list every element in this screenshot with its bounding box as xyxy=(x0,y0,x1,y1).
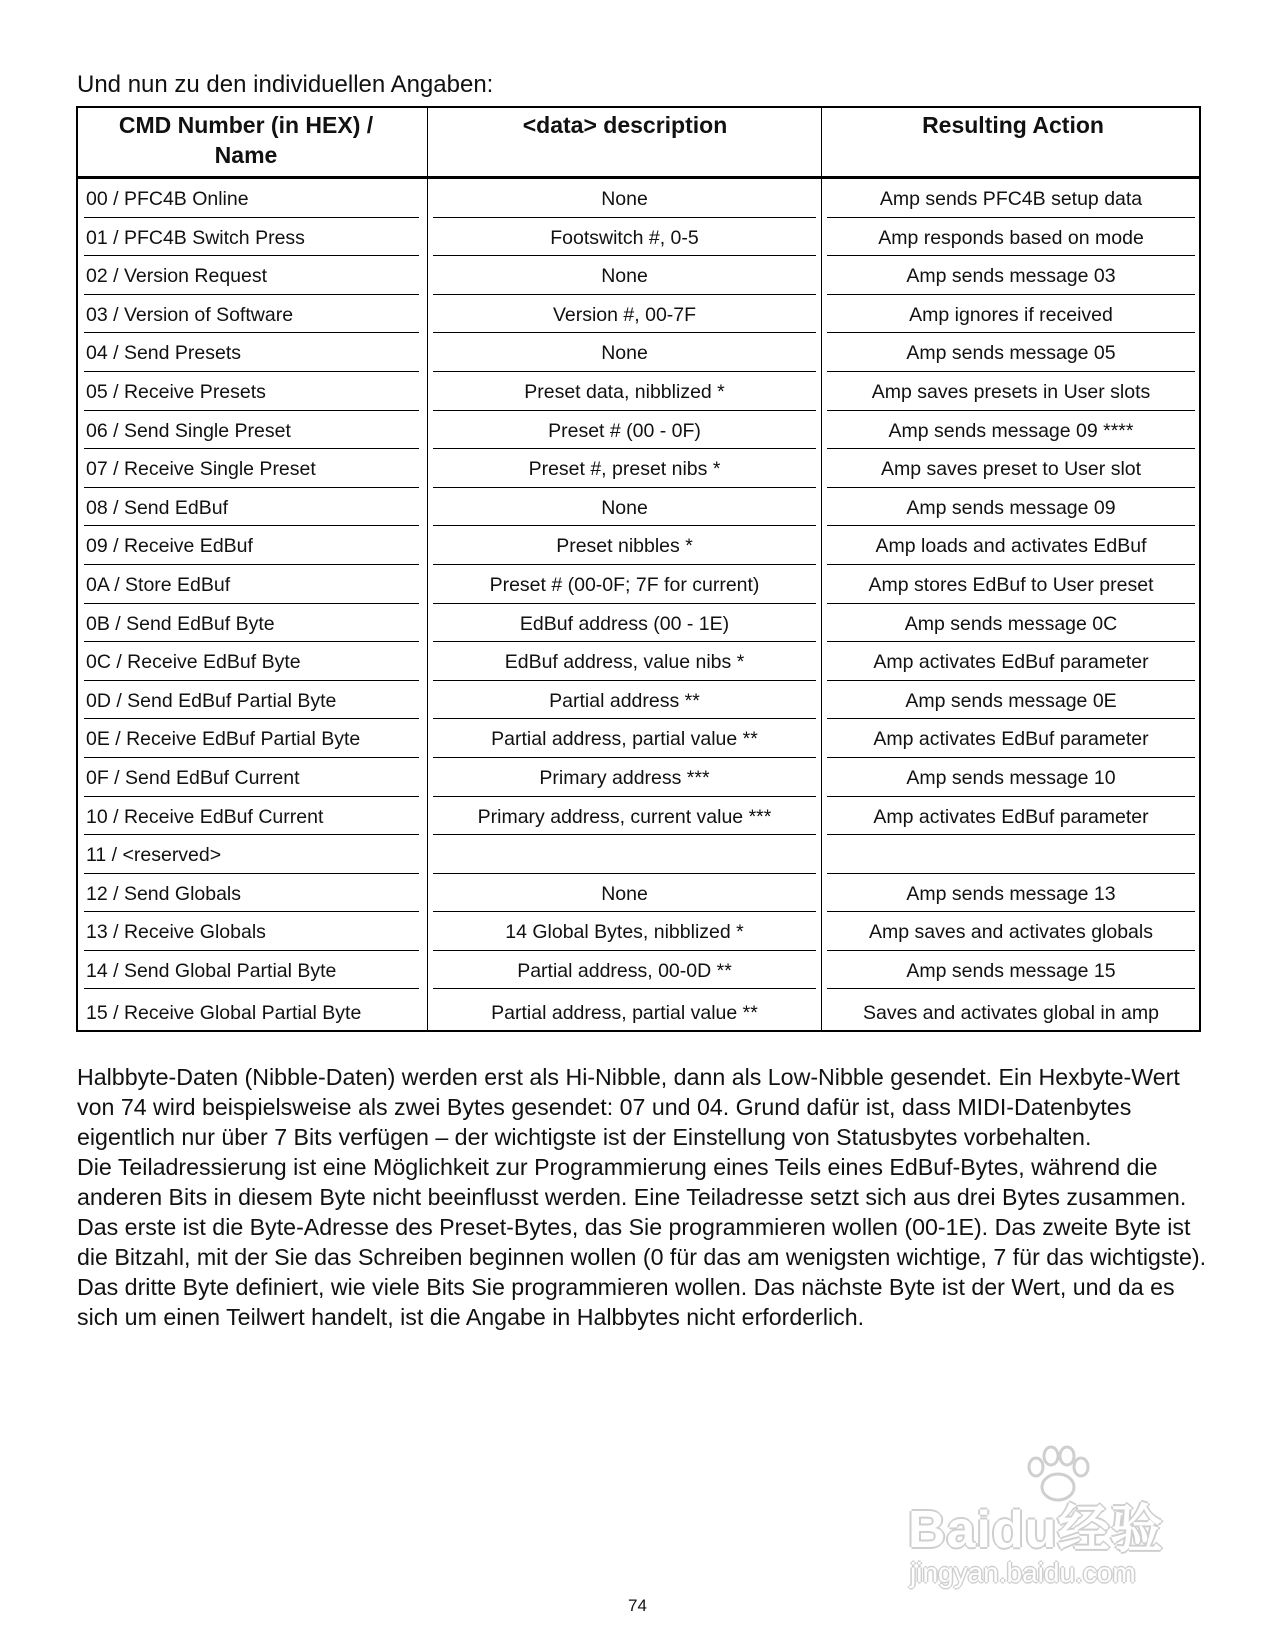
cell-data-description: Partial address ** xyxy=(433,681,816,720)
cell-cmd-name: 15 / Receive Global Partial Byte xyxy=(86,1002,362,1025)
cell-data-description: Partial address, partial value ** xyxy=(491,1002,758,1025)
cell-resulting-action: Amp responds based on mode xyxy=(827,218,1195,257)
cell-cmd-name: 0C / Receive EdBuf Byte xyxy=(84,642,419,681)
cell-cmd-name: 0D / Send EdBuf Partial Byte xyxy=(84,681,419,720)
table-row xyxy=(78,719,1199,758)
table-row xyxy=(78,295,1199,334)
table-row xyxy=(78,256,1199,295)
cell-cmd-name: 07 / Receive Single Preset xyxy=(84,449,419,488)
notes xyxy=(77,1062,1207,1332)
table-row xyxy=(78,797,1199,836)
table-row xyxy=(78,604,1199,643)
cell-resulting-action: Amp stores EdBuf to User preset xyxy=(827,565,1195,604)
cell-resulting-action: Amp sends message 09 **** xyxy=(827,411,1195,450)
cell-resulting-action: Amp sends message 0E xyxy=(827,681,1195,720)
cell-cmd-name: 05 / Receive Presets xyxy=(84,372,419,411)
table-row xyxy=(78,681,1199,720)
cell-data-description: None xyxy=(433,333,816,372)
cell-resulting-action: Amp sends message 09 xyxy=(827,488,1195,527)
table-row xyxy=(78,951,1199,990)
cell-cmd-name: 09 / Receive EdBuf xyxy=(84,526,419,565)
cell-resulting-action: Amp saves preset to User slot xyxy=(827,449,1195,488)
table-row xyxy=(78,912,1199,951)
watermark-brand: Baidu经验 xyxy=(908,1501,1164,1559)
cell-data-description xyxy=(433,835,816,874)
header-resulting-action: Resulting Action xyxy=(922,112,1104,138)
header-data-description: <data> description xyxy=(522,112,728,138)
cell-cmd-name: 04 / Send Presets xyxy=(84,333,419,372)
cell-resulting-action: Amp activates EdBuf parameter xyxy=(827,719,1195,758)
cell-resulting-action: Amp sends message 15 xyxy=(827,951,1195,990)
cell-resulting-action: Amp loads and activates EdBuf xyxy=(827,526,1195,565)
watermark-url: jingyan.baidu.com xyxy=(910,1557,1136,1588)
cell-cmd-name: 02 / Version Request xyxy=(84,256,419,295)
cell-data-description: Primary address *** xyxy=(433,758,816,797)
cell-data-description: Partial address, partial value ** xyxy=(433,719,816,758)
cell-data-description: Footswitch #, 0-5 xyxy=(433,218,816,257)
baidu-watermark xyxy=(900,1445,1210,1605)
cell-resulting-action xyxy=(827,835,1195,874)
cell-cmd-name: 08 / Send EdBuf xyxy=(84,488,419,527)
cell-resulting-action: Amp saves and activates globals xyxy=(827,912,1195,951)
table-body xyxy=(78,179,1199,1028)
cell-resulting-action: Amp sends message 10 xyxy=(827,758,1195,797)
table-row xyxy=(78,372,1199,411)
cell-data-description: None xyxy=(433,256,816,295)
cell-cmd-name: 10 / Receive EdBuf Current xyxy=(84,797,419,836)
cell-data-description: Partial address, 00-0D ** xyxy=(433,951,816,990)
table-row xyxy=(78,835,1199,874)
cell-cmd-name: 12 / Send Globals xyxy=(84,874,419,913)
cell-resulting-action: Saves and activates global in amp xyxy=(863,1002,1159,1025)
cell-cmd-name: 0F / Send EdBuf Current xyxy=(84,758,419,797)
table-row xyxy=(78,333,1199,372)
command-table xyxy=(76,106,1201,1032)
table-row xyxy=(78,989,1199,1028)
cell-data-description: None xyxy=(433,179,816,218)
table-row xyxy=(78,449,1199,488)
cell-cmd-name: 0E / Receive EdBuf Partial Byte xyxy=(84,719,419,758)
table-row xyxy=(78,874,1199,913)
cell-cmd-name: 0A / Store EdBuf xyxy=(84,565,419,604)
cell-resulting-action: Amp sends message 03 xyxy=(827,256,1195,295)
cell-cmd-name: 0B / Send EdBuf Byte xyxy=(84,604,419,643)
cell-data-description: 14 Global Bytes, nibblized * xyxy=(433,912,816,951)
table-row xyxy=(78,526,1199,565)
table-row xyxy=(78,642,1199,681)
cell-data-description: EdBuf address, value nibs * xyxy=(433,642,816,681)
cell-resulting-action: Amp activates EdBuf parameter xyxy=(827,797,1195,836)
cell-cmd-name: 13 / Receive Globals xyxy=(84,912,419,951)
cell-cmd-name: 01 / PFC4B Switch Press xyxy=(84,218,419,257)
cell-data-description: Preset nibbles * xyxy=(433,526,816,565)
cell-data-description: None xyxy=(433,874,816,913)
cell-cmd-name: 11 / <reserved> xyxy=(84,835,419,874)
table-row xyxy=(78,758,1199,797)
cell-data-description: None xyxy=(433,488,816,527)
cell-cmd-name: 00 / PFC4B Online xyxy=(84,179,419,218)
table-row xyxy=(78,488,1199,527)
table-header xyxy=(78,108,1199,179)
cell-data-description: Preset data, nibblized * xyxy=(433,372,816,411)
cell-resulting-action: Amp sends PFC4B setup data xyxy=(827,179,1195,218)
cell-resulting-action: Amp sends message 13 xyxy=(827,874,1195,913)
intro-text: Und nun zu den individuellen Angaben: xyxy=(77,71,494,98)
page-number: 74 xyxy=(628,1596,647,1615)
table-row xyxy=(78,179,1199,218)
header-cmd-number: CMD Number (in HEX) / Name xyxy=(118,112,374,168)
cell-resulting-action: Amp saves presets in User slots xyxy=(827,372,1195,411)
cell-data-description: EdBuf address (00 - 1E) xyxy=(433,604,816,643)
cell-cmd-name: 14 / Send Global Partial Byte xyxy=(84,951,419,990)
cell-resulting-action: Amp ignores if received xyxy=(827,295,1195,334)
note-paragraph-nibble: Halbbyte-Daten (Nibble-Daten) werden erst als Hi-Nibble, dann als Low-Nibble gesendet. Ein Hexbyte-Wert von 74 wird beispielsweise als zwei Bytes gesendet: 07 und 04. Grund dafür ist, dass MIDI-Datenbytes eigentlich nur über 7 Bits verfügen – der wichtigste ist der Einstellung von Statusbytes vorbehalten. xyxy=(77,1064,1180,1150)
table-row xyxy=(78,218,1199,257)
cell-data-description: Primary address, current value *** xyxy=(433,797,816,836)
note-paragraph-partial-addressing: Die Teiladressierung ist eine Möglichkeit zur Programmierung eines Teils eines EdBuf-Bytes, während die anderen Bits in diesem Byte nicht beeinflusst werden. Eine Teiladresse setzt sich aus drei Bytes zusammen. Das erste ist die Byte-Adresse des Preset-Bytes, das Sie programmieren wollen (00-1E). Das zweite Byte ist die Bitzahl, mit der Sie das Schreiben beginnen wollen (0 für das am wenigsten wichtige, 7 für das wichtigste). Das dritte Byte definiert, wie viele Bits Sie programmieren wollen. Das nächste Byte ist der Wert, und da es sich um einen Teilwert handelt, ist die Angabe in Halbbytes nicht erforderlich. xyxy=(77,1154,1207,1330)
cell-data-description: Version #, 00-7F xyxy=(433,295,816,334)
cell-data-description: Preset # (00 - 0F) xyxy=(433,411,816,450)
table-row xyxy=(78,565,1199,604)
table-row xyxy=(78,411,1199,450)
cell-resulting-action: Amp activates EdBuf parameter xyxy=(827,642,1195,681)
cell-resulting-action: Amp sends message 05 xyxy=(827,333,1195,372)
cell-cmd-name: 06 / Send Single Preset xyxy=(84,411,419,450)
cell-resulting-action: Amp sends message 0C xyxy=(827,604,1195,643)
cell-cmd-name: 03 / Version of Software xyxy=(84,295,419,334)
cell-data-description: Preset #, preset nibs * xyxy=(433,449,816,488)
cell-data-description: Preset # (00-0F; 7F for current) xyxy=(433,565,816,604)
